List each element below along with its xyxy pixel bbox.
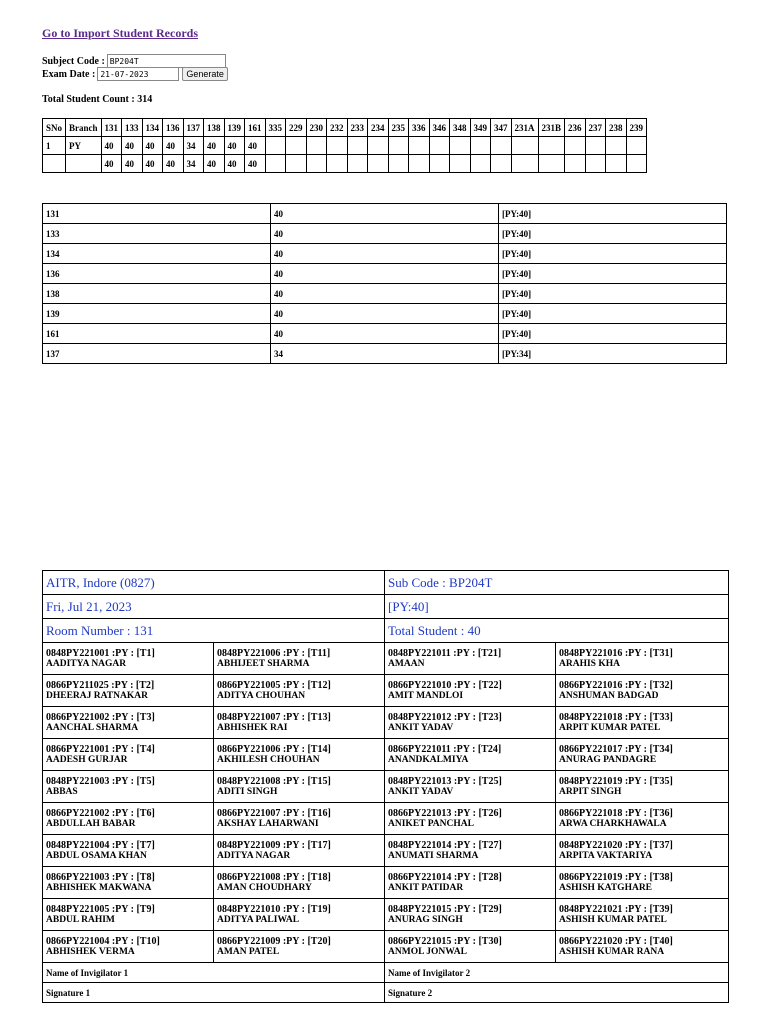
branch-grid xyxy=(42,118,768,173)
grid-cell: 40 xyxy=(245,155,266,173)
student-name: ABDULLAH BABAR xyxy=(46,818,136,829)
student-roll: 0848PY221020 :PY : [T37] xyxy=(559,839,673,851)
signature-2: Signature 2 xyxy=(385,983,729,1003)
grid-cell xyxy=(450,155,471,173)
summary-cell: 40 xyxy=(271,264,499,284)
grid-header-cell: 237 xyxy=(585,119,606,137)
summary-cell: 40 xyxy=(271,304,499,324)
student-name: ABHIJEET SHARMA xyxy=(217,658,310,669)
student-name: ARPITA VAKTARIYA xyxy=(559,850,653,861)
grid-cell xyxy=(565,155,586,173)
student-name: AMAN CHOUDHARY xyxy=(217,882,312,893)
grid-cell xyxy=(368,137,389,155)
summary-row xyxy=(43,224,727,244)
summary-cell: [PY:40] xyxy=(499,284,727,304)
grid-cell xyxy=(606,137,627,155)
student-cell xyxy=(43,867,214,899)
student-roll: 0866PY221001 :PY : [T4] xyxy=(46,743,155,755)
student-roll: 0866PY221015 :PY : [T30] xyxy=(388,935,502,947)
student-roll: 0848PY221001 :PY : [T1] xyxy=(46,647,155,659)
grid-cell xyxy=(538,137,565,155)
subject-code-label: Subject Code : xyxy=(42,55,105,67)
subject-code-row xyxy=(42,54,226,68)
grid-cell xyxy=(409,155,430,173)
grid-header-cell: 236 xyxy=(565,119,586,137)
grid-cell: 40 xyxy=(224,155,245,173)
student-cell xyxy=(43,675,214,707)
summary-row xyxy=(43,304,727,324)
grid-cell xyxy=(429,137,450,155)
summary-cell: [PY:40] xyxy=(499,244,727,264)
student-cell xyxy=(214,803,385,835)
student-roll: 0866PY221017 :PY : [T34] xyxy=(559,743,673,755)
grid-cell xyxy=(409,137,430,155)
grid-header-cell: 230 xyxy=(306,119,327,137)
student-name: ANSHUMAN BADGAD xyxy=(559,690,659,701)
student-cell xyxy=(43,771,214,803)
summary-cell: 40 xyxy=(271,204,499,224)
signature-row xyxy=(43,983,729,1003)
student-cell xyxy=(43,899,214,931)
student-roll: 0866PY221003 :PY : [T8] xyxy=(46,871,155,883)
student-name: ADITYA CHOUHAN xyxy=(217,690,306,701)
student-roll: 0866PY221016 :PY : [T32] xyxy=(559,679,673,691)
grid-cell xyxy=(388,137,409,155)
summary-cell: 40 xyxy=(271,244,499,264)
grid-row xyxy=(43,155,647,173)
grid-cell: 40 xyxy=(163,155,184,173)
student-cell xyxy=(385,771,556,803)
student-roll: 0848PY221021 :PY : [T39] xyxy=(559,903,673,915)
student-row xyxy=(43,899,729,931)
grid-cell xyxy=(388,155,409,173)
grid-cell xyxy=(585,155,606,173)
total-student-count: Total Student Count : 314 xyxy=(42,94,153,105)
grid-header-cell: 232 xyxy=(327,119,348,137)
student-cell xyxy=(43,803,214,835)
grid-cell xyxy=(511,155,538,173)
student-cell xyxy=(43,707,214,739)
student-roll: 0848PY221005 :PY : [T9] xyxy=(46,903,155,915)
student-name: ANURAG SINGH xyxy=(388,914,463,925)
grid-cell xyxy=(470,155,491,173)
grid-header-cell: 134 xyxy=(142,119,163,137)
student-row xyxy=(43,931,729,963)
student-cell xyxy=(556,803,729,835)
student-roll: 0866PY221020 :PY : [T40] xyxy=(559,935,673,947)
grid-cell: 40 xyxy=(224,137,245,155)
summary-cell: [PY:40] xyxy=(499,224,727,244)
grid-cell: 34 xyxy=(183,155,204,173)
grid-header-cell: 335 xyxy=(265,119,286,137)
student-name: ABHISHEK VERMA xyxy=(46,946,135,957)
grid-header-cell: 133 xyxy=(122,119,143,137)
student-name: ASHISH KATGHARE xyxy=(559,882,653,893)
student-roll: 0848PY221003 :PY : [T5] xyxy=(46,775,155,787)
student-cell xyxy=(214,739,385,771)
grid-cell xyxy=(43,155,66,173)
student-roll: 0866PY221011 :PY : [T24] xyxy=(388,743,502,755)
summary-cell: [PY:34] xyxy=(499,344,727,364)
student-roll: 0848PY221011 :PY : [T21] xyxy=(388,647,502,659)
grid-cell xyxy=(306,155,327,173)
student-name: ARPIT KUMAR PATEL xyxy=(559,722,661,733)
grid-row xyxy=(43,137,647,155)
grid-header-cell: 161 xyxy=(245,119,266,137)
student-roll: 0866PY221019 :PY : [T38] xyxy=(559,871,673,883)
student-cell xyxy=(214,931,385,963)
grid-cell xyxy=(491,137,512,155)
student-cell xyxy=(385,739,556,771)
grid-cell xyxy=(265,155,286,173)
student-roll: 0866PY221002 :PY : [T3] xyxy=(46,711,155,723)
exam-date-row xyxy=(42,67,228,81)
exam-date-input[interactable] xyxy=(97,67,179,81)
student-cell xyxy=(385,835,556,867)
grid-cell xyxy=(286,137,307,155)
student-cell xyxy=(385,867,556,899)
student-roll: 0848PY221009 :PY : [T17] xyxy=(217,839,331,851)
student-name: AKHILESH CHOUHAN xyxy=(217,754,320,765)
student-name: ADITI SINGH xyxy=(217,786,278,797)
grid-cell: 40 xyxy=(142,155,163,173)
grid-header-cell: 235 xyxy=(388,119,409,137)
student-name: AADITYA NAGAR xyxy=(46,658,127,669)
summary-cell: [PY:40] xyxy=(499,324,727,344)
grid-header-cell: 137 xyxy=(183,119,204,137)
grid-header-cell: 229 xyxy=(286,119,307,137)
grid-cell xyxy=(491,155,512,173)
grid-header-cell: 336 xyxy=(409,119,430,137)
grid-header-cell: 131 xyxy=(101,119,122,137)
grid-header-cell: Branch xyxy=(66,119,102,137)
summary-cell: 161 xyxy=(43,324,271,344)
student-row xyxy=(43,675,729,707)
summary-cell: 138 xyxy=(43,284,271,304)
student-roll: 0866PY221010 :PY : [T22] xyxy=(388,679,502,691)
grid-cell xyxy=(347,155,368,173)
student-name: ASHISH KUMAR PATEL xyxy=(559,914,667,925)
student-row xyxy=(43,803,729,835)
student-name: ADITYA NAGAR xyxy=(217,850,291,861)
grid-cell xyxy=(66,155,102,173)
student-roll: 0848PY221010 :PY : [T19] xyxy=(217,903,331,915)
grid-cell xyxy=(606,155,627,173)
grid-header-cell: 348 xyxy=(450,119,471,137)
student-roll: 0866PY221006 :PY : [T14] xyxy=(217,743,331,755)
grid-header-cell: SNo xyxy=(43,119,66,137)
student-cell xyxy=(385,643,556,675)
student-name: DHEERAJ RATNAKAR xyxy=(46,690,148,701)
student-roll: 0866PY211025 :PY : [T2] xyxy=(46,679,155,691)
subject-code-input[interactable] xyxy=(107,54,226,68)
student-cell xyxy=(556,771,729,803)
summary-cell: 137 xyxy=(43,344,271,364)
student-roll: 0848PY221016 :PY : [T31] xyxy=(559,647,673,659)
grid-cell: 34 xyxy=(183,137,204,155)
summary-cell: 40 xyxy=(271,284,499,304)
student-row xyxy=(43,771,729,803)
grid-header-cell: 347 xyxy=(491,119,512,137)
grid-cell: 40 xyxy=(101,155,122,173)
student-cell xyxy=(385,675,556,707)
student-cell xyxy=(556,643,729,675)
summary-cell: [PY:40] xyxy=(499,204,727,224)
summary-row xyxy=(43,204,727,224)
student-cell xyxy=(214,707,385,739)
student-roll: 0866PY221008 :PY : [T18] xyxy=(217,871,331,883)
grid-cell: 40 xyxy=(163,137,184,155)
summary-cell: 133 xyxy=(43,224,271,244)
student-name: ADITYA PALIWAL xyxy=(217,914,300,925)
student-cell xyxy=(385,803,556,835)
student-name: ANIKET PANCHAL xyxy=(388,818,474,829)
summary-cell: 134 xyxy=(43,244,271,264)
student-roll: 0866PY221013 :PY : [T26] xyxy=(388,807,502,819)
grid-cell xyxy=(585,137,606,155)
student-name: ASHISH KUMAR RANA xyxy=(559,946,665,957)
student-cell xyxy=(214,643,385,675)
invigilator-name-2: Name of Invigilator 2 xyxy=(385,963,729,983)
student-roll: 0848PY221007 :PY : [T13] xyxy=(217,711,331,723)
student-cell xyxy=(385,899,556,931)
grid-header-cell: 231B xyxy=(538,119,565,137)
summary-row xyxy=(43,264,727,284)
student-row xyxy=(43,835,729,867)
grid-cell xyxy=(538,155,565,173)
grid-cell: 40 xyxy=(101,137,122,155)
grid-cell xyxy=(626,155,647,173)
student-cell xyxy=(43,835,214,867)
student-cell xyxy=(556,867,729,899)
student-name: ANUMATI SHARMA xyxy=(388,850,479,861)
student-roll: 0848PY221008 :PY : [T15] xyxy=(217,775,331,787)
grid-header-row xyxy=(43,119,647,137)
college-name: AITR, Indore (0827) xyxy=(43,571,385,595)
student-name: ANKIT YADAV xyxy=(388,722,454,733)
summary-cell: 139 xyxy=(43,304,271,324)
student-roll: 0848PY221006 :PY : [T11] xyxy=(217,647,331,659)
student-name: ARPIT SINGH xyxy=(559,786,622,797)
grid-header-cell: 136 xyxy=(163,119,184,137)
student-name: ARAHIS KHA xyxy=(559,658,620,669)
student-cell xyxy=(556,707,729,739)
grid-cell: 40 xyxy=(204,137,225,155)
student-name: AADESH GURJAR xyxy=(46,754,128,765)
student-roll: 0866PY221014 :PY : [T28] xyxy=(388,871,502,883)
student-name: AMAAN xyxy=(388,658,425,669)
student-roll: 0848PY221013 :PY : [T25] xyxy=(388,775,502,787)
student-roll: 0866PY221002 :PY : [T6] xyxy=(46,807,155,819)
total-student: Total Student : 40 xyxy=(385,619,729,643)
grid-cell xyxy=(368,155,389,173)
student-row xyxy=(43,643,729,675)
student-cell xyxy=(43,739,214,771)
grid-header-cell: 138 xyxy=(204,119,225,137)
student-cell xyxy=(556,899,729,931)
grid-cell: 40 xyxy=(122,137,143,155)
grid-header-cell: 346 xyxy=(429,119,450,137)
student-roll: 0848PY221012 :PY : [T23] xyxy=(388,711,502,723)
student-name: AKSHAY LAHARWANI xyxy=(217,818,319,829)
grid-header-cell: 233 xyxy=(347,119,368,137)
grid-cell xyxy=(327,137,348,155)
summary-cell: [PY:40] xyxy=(499,304,727,324)
student-name: ABBAS xyxy=(46,786,78,797)
student-cell xyxy=(214,899,385,931)
grid-cell: PY xyxy=(66,137,102,155)
grid-cell xyxy=(265,137,286,155)
student-name: ANKIT PATIDAR xyxy=(388,882,464,893)
student-name: AANCHAL SHARMA xyxy=(46,722,139,733)
grid-cell xyxy=(565,137,586,155)
summary-cell: 34 xyxy=(271,344,499,364)
student-roll: 0866PY221005 :PY : [T12] xyxy=(217,679,331,691)
grid-cell xyxy=(347,137,368,155)
student-cell xyxy=(214,867,385,899)
grid-cell xyxy=(286,155,307,173)
student-row xyxy=(43,867,729,899)
student-roll: 0866PY221007 :PY : [T16] xyxy=(217,807,331,819)
student-name: ANANDKALMIYA xyxy=(388,754,469,765)
student-name: ANURAG PANDAGRE xyxy=(559,754,657,765)
grid-cell: 40 xyxy=(245,137,266,155)
student-name: ABDUL RAHIM xyxy=(46,914,115,925)
exam-date: Fri, Jul 21, 2023 xyxy=(43,595,385,619)
grid-header-cell: 231A xyxy=(511,119,538,137)
summary-row xyxy=(43,244,727,264)
grid-cell xyxy=(511,137,538,155)
student-name: ABDUL OSAMA KHAN xyxy=(46,850,147,861)
branch-count: [PY:40] xyxy=(385,595,729,619)
student-cell xyxy=(214,675,385,707)
student-cell xyxy=(385,931,556,963)
student-cell xyxy=(43,643,214,675)
summary-cell: 131 xyxy=(43,204,271,224)
grid-cell xyxy=(306,137,327,155)
grid-cell xyxy=(470,137,491,155)
student-row xyxy=(43,739,729,771)
summary-row xyxy=(43,324,727,344)
student-roll: 0848PY221014 :PY : [T27] xyxy=(388,839,502,851)
student-name: ABHISHEK RAI xyxy=(217,722,288,733)
summary-cell: 136 xyxy=(43,264,271,284)
student-cell xyxy=(556,931,729,963)
student-name: ABHISHEK MAKWANA xyxy=(46,882,152,893)
student-roll: 0848PY221019 :PY : [T35] xyxy=(559,775,673,787)
grid-cell xyxy=(327,155,348,173)
invigilator-name-row xyxy=(43,963,729,983)
student-cell xyxy=(556,835,729,867)
student-roll: 0866PY221004 :PY : [T10] xyxy=(46,935,160,947)
grid-cell: 40 xyxy=(122,155,143,173)
grid-cell: 40 xyxy=(142,137,163,155)
student-roll: 0866PY221018 :PY : [T36] xyxy=(559,807,673,819)
student-cell xyxy=(556,739,729,771)
grid-header-cell: 139 xyxy=(224,119,245,137)
exam-date-label: Exam Date : xyxy=(42,68,96,80)
summary-cell: 40 xyxy=(271,224,499,244)
student-cell xyxy=(214,835,385,867)
generate-button[interactable]: Generate xyxy=(182,67,228,81)
student-name: AMIT MANDLOI xyxy=(388,690,464,701)
grid-cell xyxy=(429,155,450,173)
summary-row xyxy=(43,344,727,364)
student-cell xyxy=(556,675,729,707)
grid-header-cell: 239 xyxy=(626,119,647,137)
grid-cell xyxy=(450,137,471,155)
student-row xyxy=(43,707,729,739)
summary-cell: [PY:40] xyxy=(499,264,727,284)
student-roll: 0848PY221018 :PY : [T33] xyxy=(559,711,673,723)
room-summary xyxy=(42,203,727,364)
room-number: Room Number : 131 xyxy=(43,619,385,643)
grid-header-cell: 238 xyxy=(606,119,627,137)
sub-code: Sub Code : BP204T xyxy=(385,571,729,595)
signature-1: Signature 1 xyxy=(43,983,385,1003)
student-cell xyxy=(385,707,556,739)
invigilator-name-1: Name of Invigilator 1 xyxy=(43,963,385,983)
student-roll: 0848PY221015 :PY : [T29] xyxy=(388,903,502,915)
summary-row xyxy=(43,284,727,304)
grid-header-cell: 349 xyxy=(470,119,491,137)
student-name: ANMOL JONWAL xyxy=(388,946,467,957)
student-cell xyxy=(214,771,385,803)
student-name: AMAN PATEL xyxy=(217,946,280,957)
student-roll: 0866PY221009 :PY : [T20] xyxy=(217,935,331,947)
grid-cell xyxy=(626,137,647,155)
room-sheet xyxy=(42,570,729,1003)
student-name: ARWA CHARKHAWALA xyxy=(559,818,667,829)
grid-cell: 1 xyxy=(43,137,66,155)
import-records-link[interactable]: Go to Import Student Records xyxy=(42,26,198,40)
grid-cell: 40 xyxy=(204,155,225,173)
student-name: ANKIT YADAV xyxy=(388,786,454,797)
summary-cell: 40 xyxy=(271,324,499,344)
student-roll: 0848PY221004 :PY : [T7] xyxy=(46,839,155,851)
student-cell xyxy=(43,931,214,963)
grid-header-cell: 234 xyxy=(368,119,389,137)
